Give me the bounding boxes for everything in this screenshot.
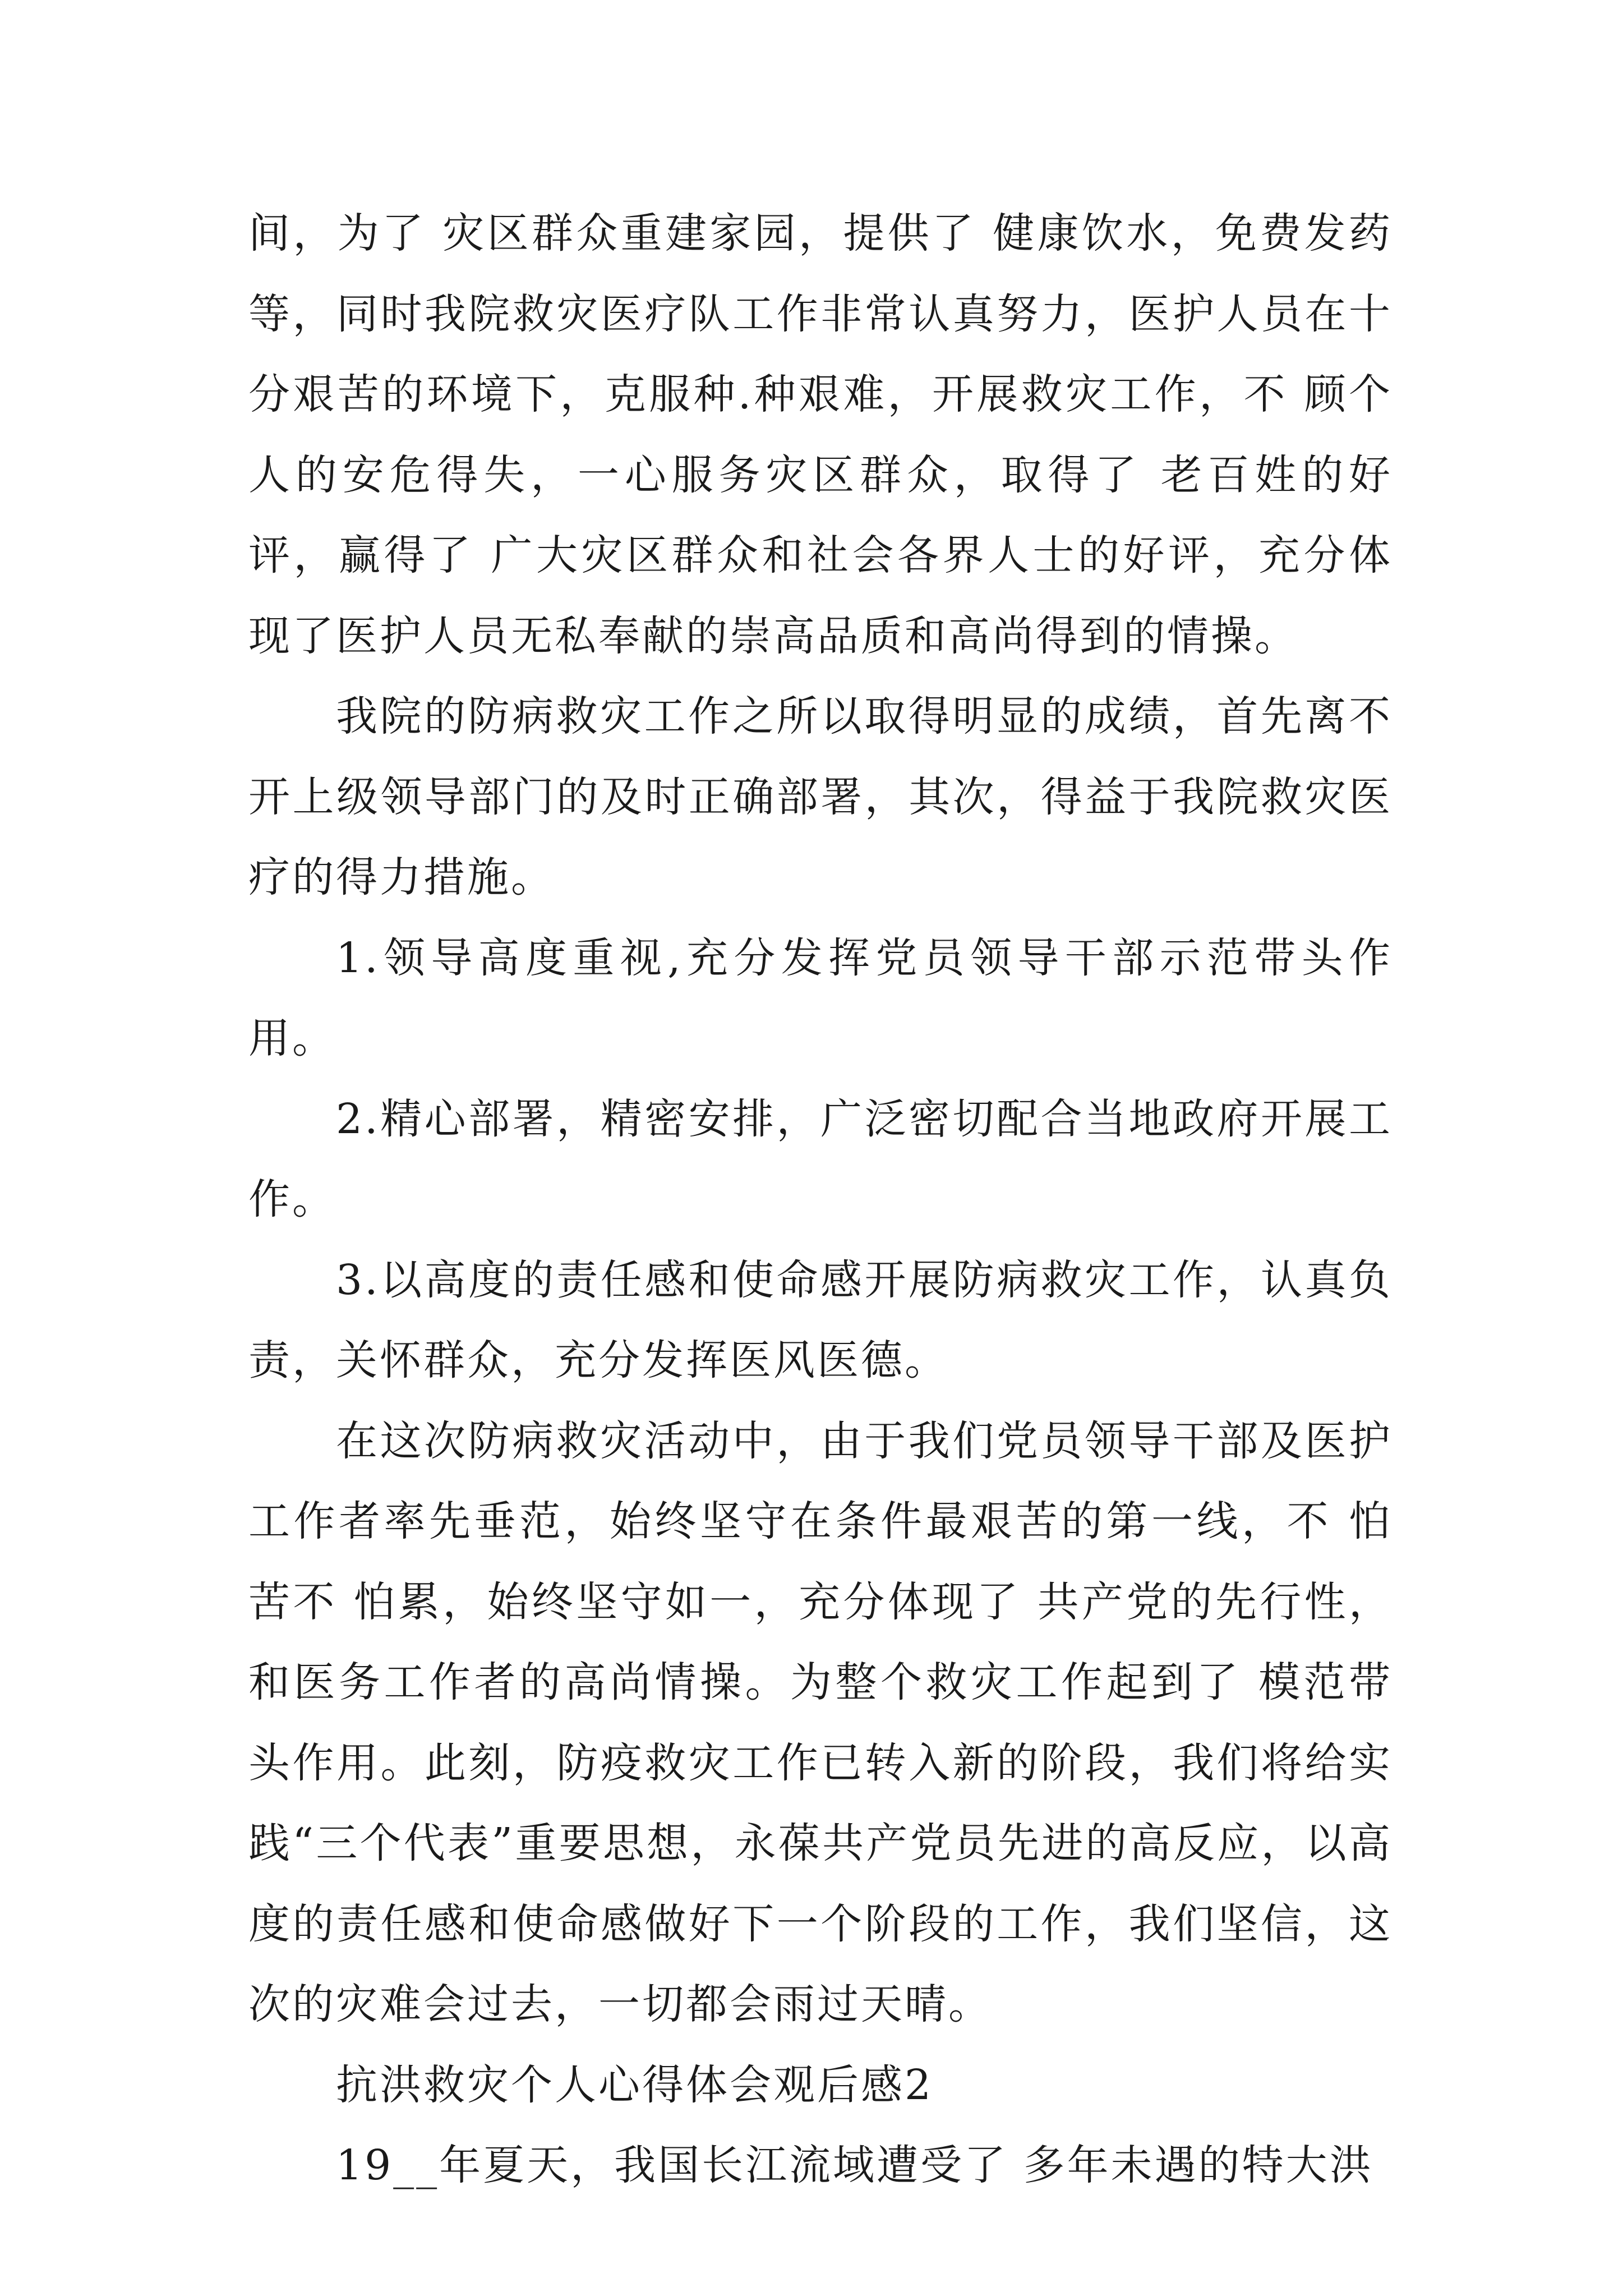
document-body: [248, 194, 1393, 2206]
list-item-2: 2.精心部署，精密安排，广泛密切配合当地政府开展工作。: [248, 1094, 1393, 1223]
paragraph-section2-start: 19__年夏天，我国长江流域遭受了 多年未遇的特大洪: [336, 2141, 1373, 2189]
paragraph-achievements: 我院的防病救灾工作之所以取得明显的成绩，首先离不开上级领导部门的及时正确部署，其次，得益于我院救灾医疗的得力措施。: [248, 692, 1393, 901]
list-item-3: 3.以高度的责任感和使命感开展防病救灾工作，认真负责，关怀群众，充分发挥医风医德。: [248, 1255, 1393, 1384]
paragraph-continuation: 间，为了 灾区群众重建家园，提供了 健康饮水，免费发药等，同时我院救灾医疗队工作非常认真努力，医护人员在十分艰苦的环境下，克服种.种艰难，开展救灾工作，不 顾个人的安危得失，一心服务灾区群众，取得了 老百姓的好评，赢得了 广大灾区群众和社会各界人士的好评，充分体现了医护人员无私奉献的崇高品质和高尚得到的情操。: [248, 209, 1393, 660]
section-title: 抗洪救灾个人心得体会观后感2: [336, 2060, 934, 2109]
list-item-1: 1.领导高度重视,充分发挥党员领导干部示范带头作用。: [248, 933, 1393, 1062]
paragraph-conclusion: 在这次防病救灾活动中，由于我们党员领导干部及医护工作者率先垂范，始终坚守在条件最艰苦的第一线，不 怕苦不 怕累，始终坚守如一，充分体现了 共产党的先行性，和医务工作者的高尚情操。为整个救灾工作起到了 模范带头作用。此刻，防疫救灾工作已转入新的阶段，我们将给实践“三个代表”重要思想，永葆共产党员先进的高反应，以高度的责任感和使命感做好下一个阶段的工作，我们坚信，这次的灾难会过去，一切都会雨过天晴。: [248, 1416, 1393, 2028]
